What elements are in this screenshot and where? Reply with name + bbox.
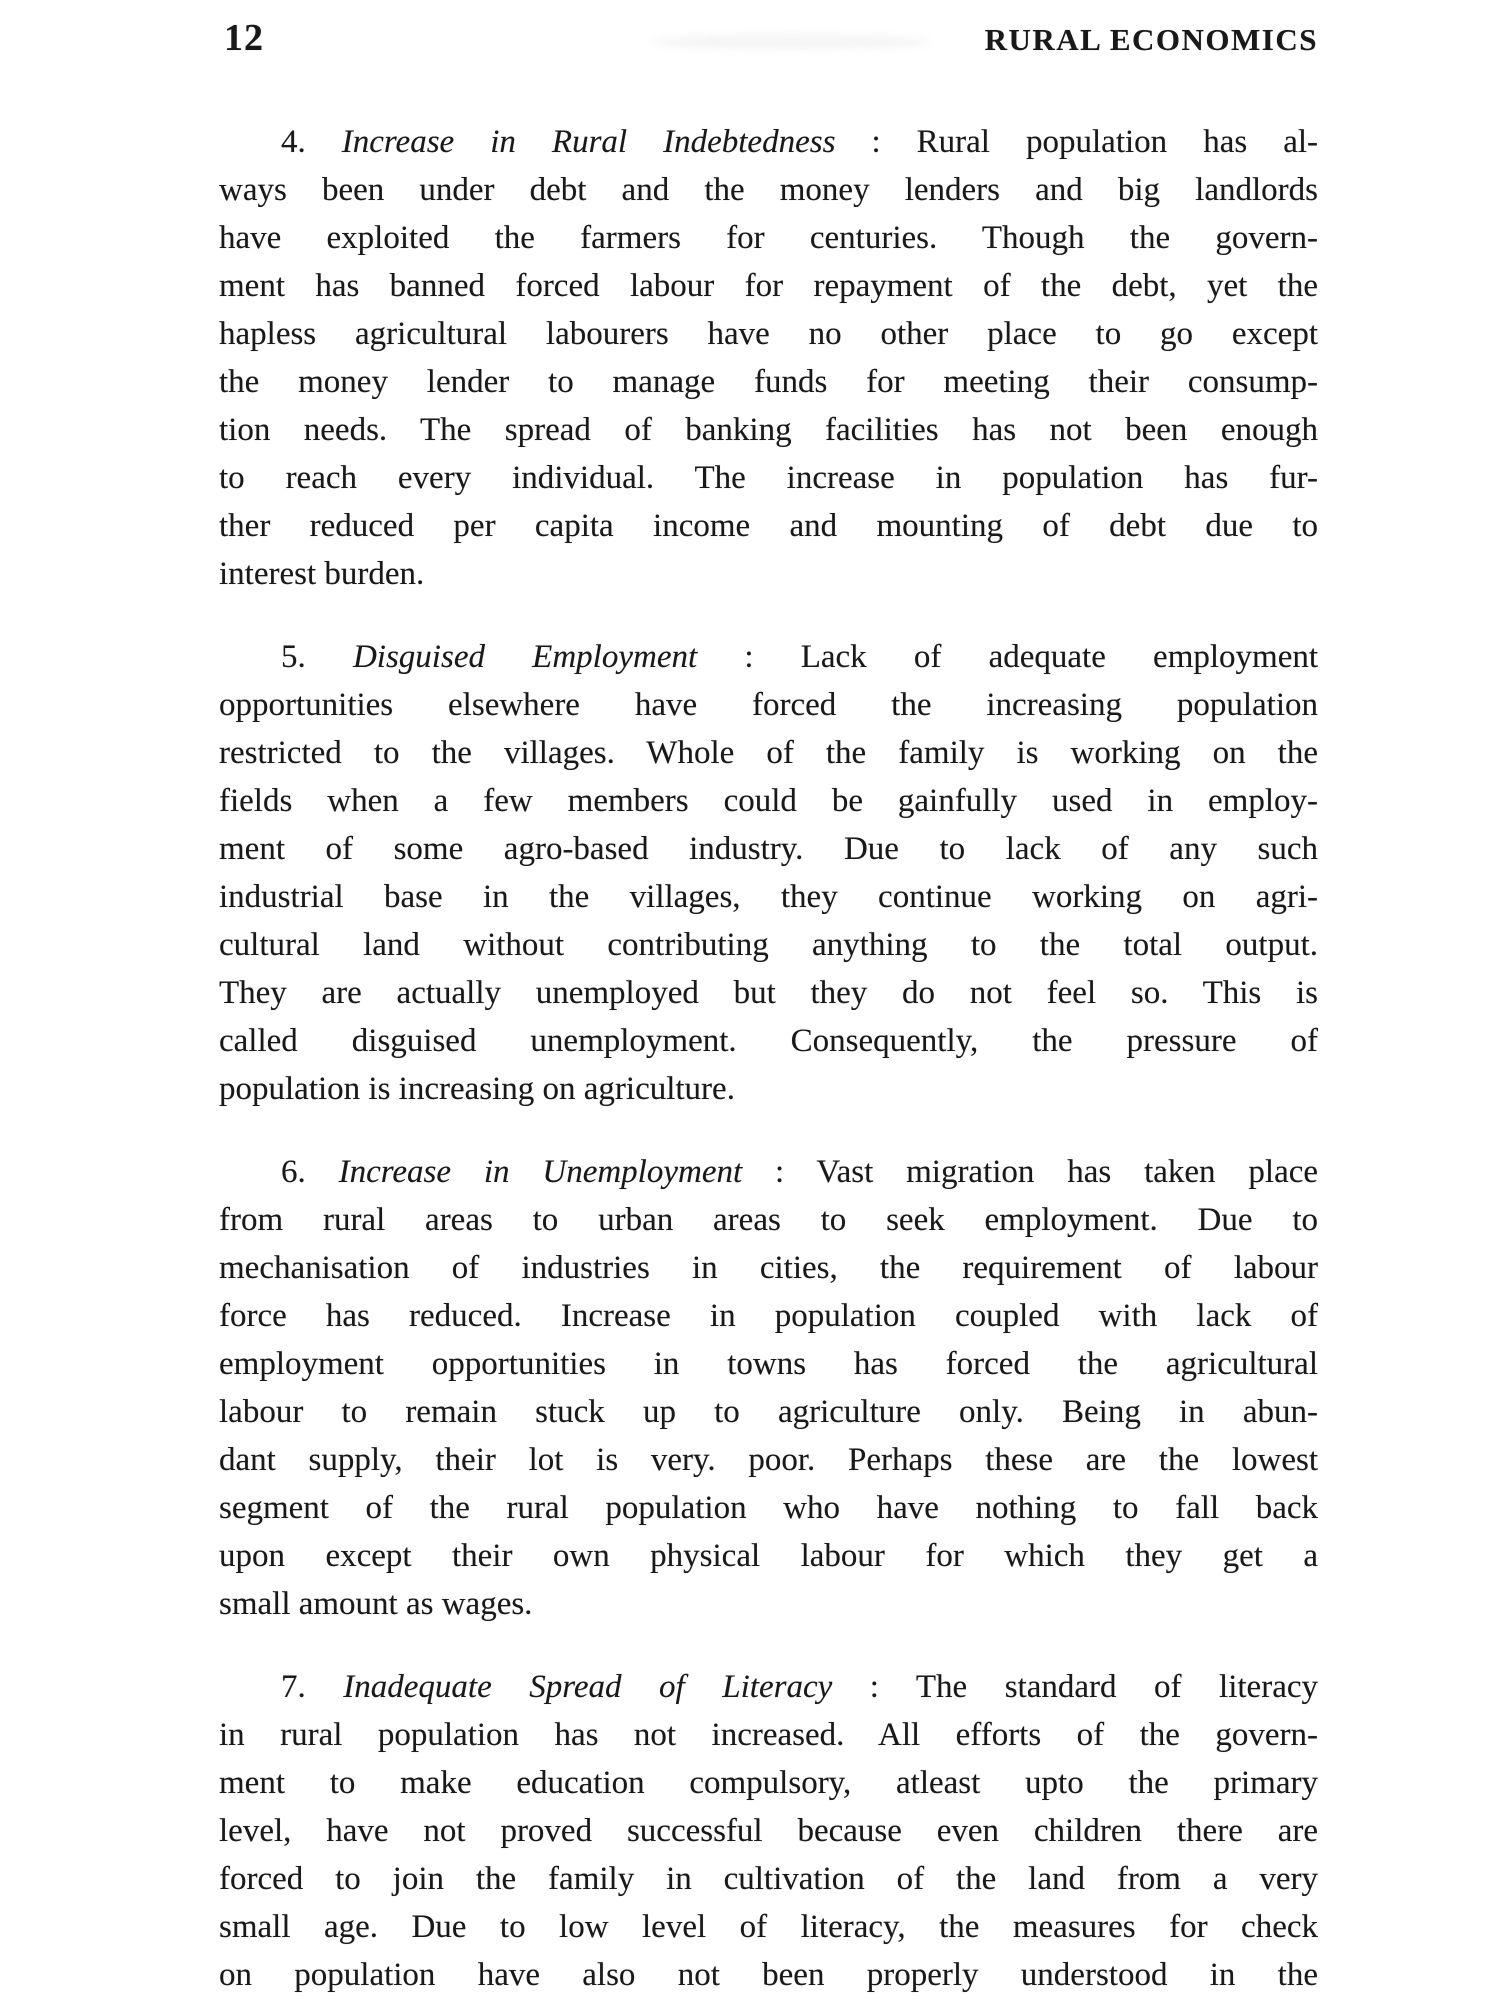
paragraph-title: Disguised Employment xyxy=(352,639,698,675)
paragraph-number: 5. xyxy=(281,639,306,675)
text-line: segment of the rural population who have nothing to fall back xyxy=(219,1490,1318,1526)
text-line: the money lender to manage funds for meeting their consump- xyxy=(219,364,1318,400)
paragraph-number: 6. xyxy=(281,1154,306,1190)
text-line: ment has banned forced labour for repayment of the debt, yet the xyxy=(219,268,1318,304)
text-line: small age. Due to low level of literacy, the measures for check xyxy=(219,1909,1318,1945)
text-line: called disguised unemployment. Consequently, the pressure of xyxy=(219,1023,1318,1059)
text-line: in rural population has not increased. All efforts of the govern- xyxy=(219,1717,1318,1753)
text-line: tion needs. The spread of banking facilities has not been enough xyxy=(219,412,1318,448)
scan-smudge xyxy=(650,34,930,50)
text-line: level, have not proved successful because even children there are xyxy=(219,1813,1318,1849)
text-line: force has reduced. Increase in population coupled with lack of xyxy=(219,1298,1318,1334)
text-line: They are actually unemployed but they do not feel so. This is xyxy=(219,975,1318,1011)
text-line: to reach every individual. The increase in population has fur- xyxy=(219,460,1318,496)
text-line: industrial base in the villages, they continue working on agri- xyxy=(219,879,1318,915)
paragraph-first-line: 5. Disguised Employment : Lack of adequate employment xyxy=(281,639,1319,675)
text-line: hapless agricultural labourers have no other place to go except xyxy=(219,316,1318,352)
text-line: restricted to the villages. Whole of the family is working on the xyxy=(219,735,1318,771)
text-line: forced to join the family in cultivation of the land from a very xyxy=(219,1861,1318,1897)
text-line: cultural land without contributing anything to the total output. xyxy=(219,927,1318,963)
paragraph-first-line: 7. Inadequate Spread of Literacy : The standard of literacy xyxy=(281,1669,1318,1705)
text-line: labour to remain stuck up to agriculture only. Being in abun- xyxy=(219,1394,1318,1430)
page-body xyxy=(219,118,1318,1999)
text-line: ther reduced per capita income and mounting of debt due to xyxy=(219,508,1318,544)
paragraph xyxy=(219,1663,1318,1999)
text-line: employment opportunities in towns has forced the agricultural xyxy=(219,1346,1318,1382)
paragraph xyxy=(219,1148,1318,1628)
text-line: interest burden. xyxy=(219,556,425,592)
paragraph-number: 7. xyxy=(281,1669,306,1705)
running-title: RURAL ECONOMICS xyxy=(984,22,1318,57)
paragraph xyxy=(219,633,1318,1113)
paragraph xyxy=(219,118,1318,598)
text-line: ment to make education compulsory, atleast upto the primary xyxy=(219,1765,1318,1801)
text-line: opportunities elsewhere have forced the increasing population xyxy=(219,687,1318,723)
text-line: mechanisation of industries in cities, the requirement of labour xyxy=(219,1250,1318,1286)
text-line: have exploited the farmers for centuries. Though the govern- xyxy=(219,220,1318,256)
paragraph-number: 4. xyxy=(281,124,306,160)
paragraph-first-line: 6. Increase in Unemployment : Vast migration has taken place xyxy=(281,1154,1319,1190)
text-line: fields when a few members could be gainfully used in employ- xyxy=(219,783,1318,819)
text-line: upon except their own physical labour for which they get a xyxy=(219,1538,1318,1574)
text-line: dant supply, their lot is very. poor. Perhaps these are the lowest xyxy=(219,1442,1318,1478)
paragraph-title: Increase in Rural Indebtedness xyxy=(341,124,836,160)
text-line: ment of some agro-based industry. Due to lack of any such xyxy=(219,831,1318,867)
paragraph-title: Increase in Unemployment xyxy=(338,1154,743,1190)
page-number: 12 xyxy=(224,17,264,59)
text-line: population is increasing on agriculture. xyxy=(219,1071,735,1107)
text-line: from rural areas to urban areas to seek employment. Due to xyxy=(219,1202,1318,1238)
paragraph-first-line: 4. Increase in Rural Indebtedness : Rural population has al- xyxy=(281,124,1319,160)
text-line: on population have also not been properly understood in the xyxy=(219,1957,1318,1993)
paragraph-title: Inadequate Spread of Literacy xyxy=(343,1669,833,1705)
text-line: ways been under debt and the money lenders and big landlords xyxy=(219,172,1318,208)
text-line: small amount as wages. xyxy=(219,1586,533,1622)
